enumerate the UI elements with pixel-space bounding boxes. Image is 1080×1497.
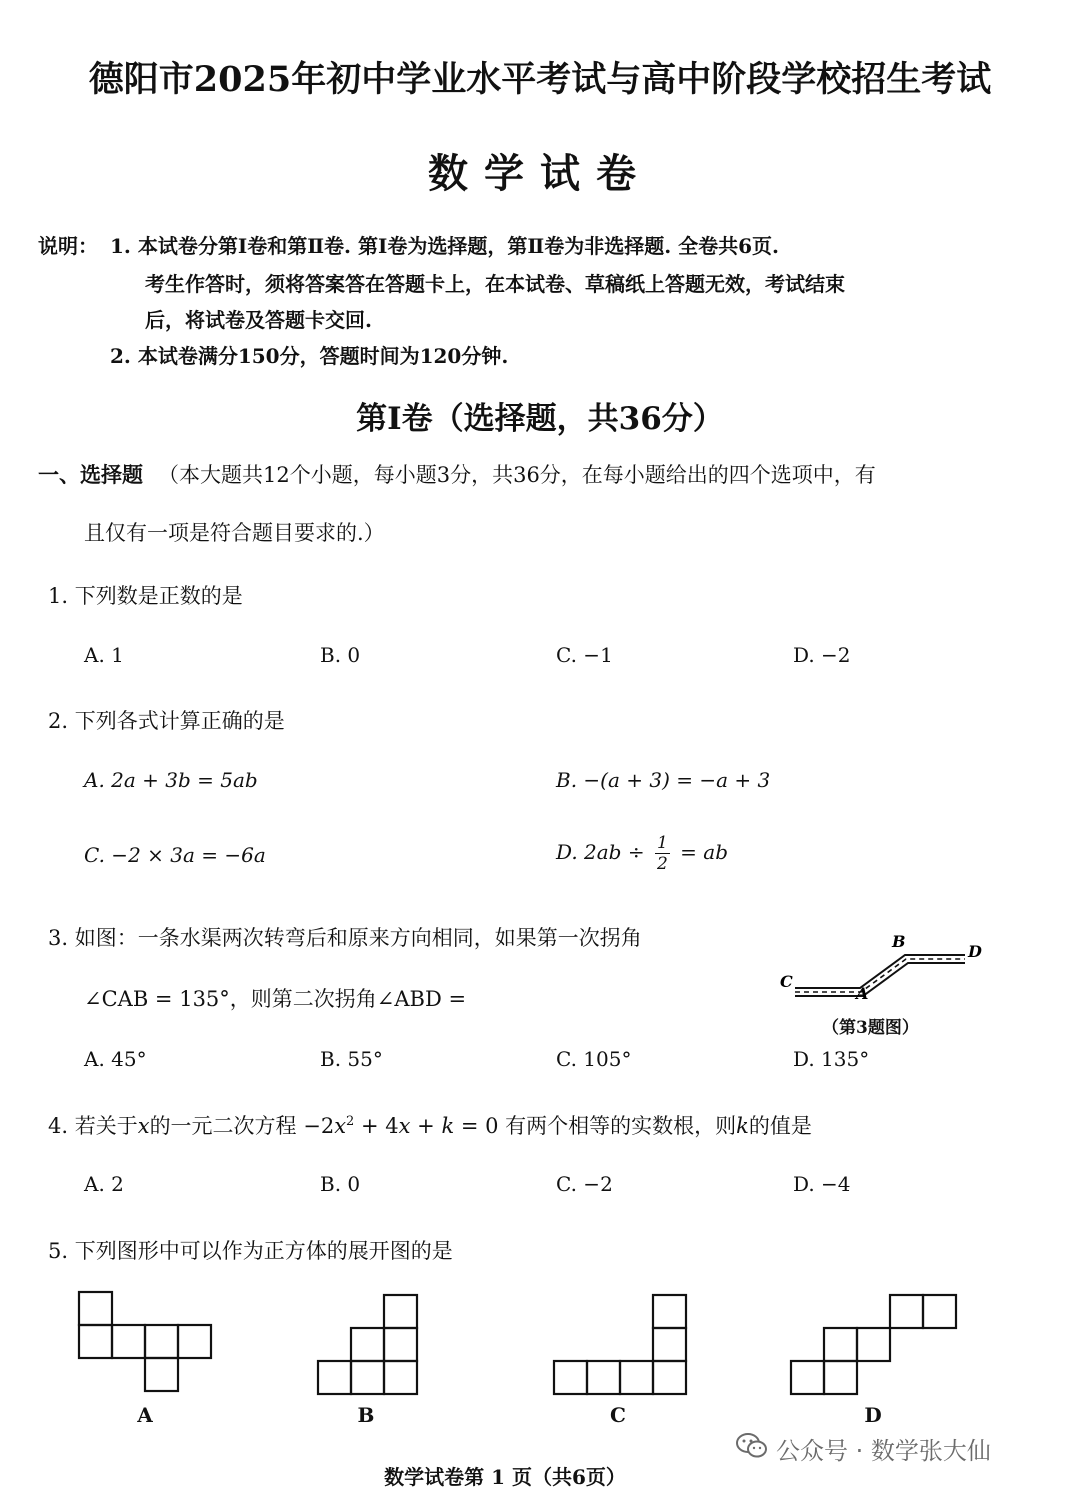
q2-option-d-fraction [655, 833, 670, 874]
exam-title: 德阳市2025年初中学业水平考试与高中阶段学校招生考试 [88, 59, 992, 100]
q4-var-x2: x [334, 1114, 347, 1138]
note-item1-line3: 后，将试卷及答题卡交回. [145, 308, 372, 332]
q4-stem-f: 的值是 [748, 1114, 812, 1138]
q1-option-a: A. 1 [84, 643, 124, 667]
part-label: 一、选择题 [38, 462, 143, 487]
wechat-icon [735, 1431, 769, 1461]
q3-label-a: A [856, 984, 869, 1003]
q5-net-c-label: C [610, 1403, 626, 1427]
q3-option-c: C. 105° [556, 1047, 632, 1071]
q2-option-b: B. −(a + 3) = −a + 3 [556, 768, 771, 792]
watermark-text: 公众号 · 数学张大仙 [776, 1437, 991, 1465]
q3-option-d: D. 135° [793, 1047, 870, 1071]
q4-stem [48, 1110, 812, 1140]
q3-option-b: B. 55° [320, 1047, 383, 1071]
q3-stem-line2: ∠CAB = 135°，则第二次拐角∠ABD = [84, 987, 467, 1011]
note-item2: 2. 本试卷满分150分，答题时间为120分钟. [110, 344, 509, 368]
q5-net-c [552, 1293, 692, 1398]
q5-net-a-label: A [137, 1403, 153, 1427]
q2-stem: 2. 下列各式计算正确的是 [48, 709, 285, 733]
q5-net-b [316, 1293, 421, 1398]
q5-stem: 5. 下列图形中可以作为正方体的展开图的是 [48, 1239, 453, 1263]
q4-var-k: k [441, 1114, 455, 1138]
q4-stem-e: = 0 有两个相等的实数根，则 [454, 1114, 737, 1138]
note-item1-line2: 考生作答时，须将答案答在答题卡上，在本试卷、草稿纸上答题无效，考试结束 [145, 272, 845, 296]
q4-stem-c: + 4 [354, 1114, 399, 1138]
q4-option-b: B. 0 [320, 1172, 361, 1196]
notes-label: 说明： [38, 234, 98, 258]
q4-option-a: A. 2 [84, 1172, 124, 1196]
q5-net-d [789, 1293, 959, 1398]
q5-net-b-label: B [357, 1403, 375, 1427]
q2-option-d [556, 833, 728, 874]
q4-stem-d: + [410, 1114, 442, 1138]
canal-lower-line [795, 963, 965, 996]
q4-var-x3: x [398, 1114, 411, 1138]
q3-label-c: C [780, 972, 793, 991]
q3-stem-line1: 3. 如图：一条水渠两次转弯后和原来方向相同，如果第一次拐角 [48, 926, 642, 950]
section1-title: 第Ⅰ卷（选择题，共36分） [356, 401, 724, 437]
q1-option-b: B. 0 [320, 643, 361, 667]
exam-subtitle: 数学试卷 [428, 150, 652, 197]
q4-var-k2: k [736, 1114, 749, 1138]
q2-option-a: A. 2a + 3b = 5ab [84, 768, 258, 792]
q4-stem-b: 的一元二次方程 −2 [149, 1114, 335, 1138]
q5-net-a [77, 1290, 217, 1395]
q2-option-d-right: = ab [680, 840, 728, 864]
q4-option-d: D. −4 [793, 1172, 851, 1196]
q3-label-d: D [968, 942, 982, 961]
q5-net-d-label: D [864, 1403, 882, 1427]
q3-figure-caption: （第3题图） [822, 1018, 919, 1038]
q3-label-b: B [892, 932, 906, 951]
note-item1-line1: 1. 本试卷分第Ⅰ卷和第Ⅱ卷. 第Ⅰ卷为选择题，第Ⅱ卷为非选择题. 全卷共6页. [110, 234, 779, 258]
q3-canal-figure [770, 925, 1000, 1015]
q4-exponent: 2 [346, 1114, 355, 1129]
q2-option-c: C. −2 × 3a = −6a [84, 843, 266, 867]
q1-option-d: D. −2 [793, 643, 851, 667]
q2-option-d-left: D. 2ab ÷ [556, 840, 645, 864]
q3-option-a: A. 45° [84, 1047, 147, 1071]
q1-stem: 1. 下列数是正数的是 [48, 584, 243, 608]
part-instructions-line2: 且仅有一项是符合题目要求的.） [84, 521, 385, 545]
q2-option-d-numerator: 1 [656, 833, 668, 853]
part-instructions-line1: （本大题共12个小题，每小题3分，共36分，在每小题给出的四个选项中，有 [158, 463, 876, 487]
page-footer: 数学试卷第 1 页（共6页） [384, 1465, 626, 1489]
q4-stem-a: 4. 若关于 [48, 1114, 138, 1138]
q4-var-x: x [137, 1114, 150, 1138]
q4-option-c: C. −2 [556, 1172, 613, 1196]
q1-option-c: C. −1 [556, 643, 613, 667]
q2-option-d-denominator: 2 [656, 854, 668, 874]
